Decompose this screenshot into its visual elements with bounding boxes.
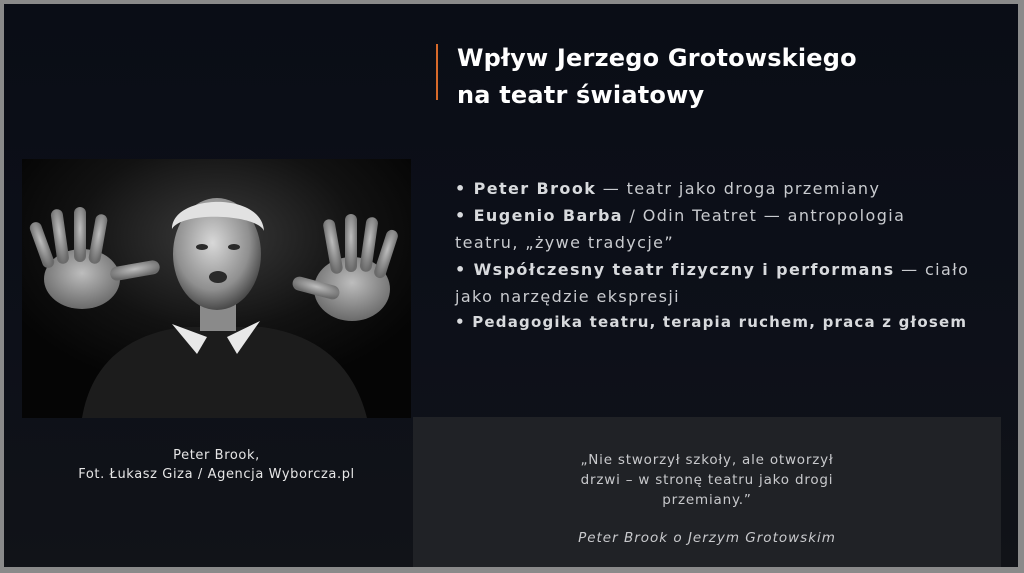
bullet-item-eugenio-barba xyxy=(455,202,975,256)
title-line-1: Wpływ Jerzego Grotowskiego xyxy=(457,44,857,72)
quote-author: Peter Brook o Jerzym Grotowskim xyxy=(578,530,836,546)
peter-brook-photo xyxy=(22,159,411,418)
title-accent-bar xyxy=(436,44,438,100)
bullet-bold: • Eugenio Barba xyxy=(455,206,623,225)
quote-text xyxy=(413,450,1001,510)
bullet-bold: • Peter Brook xyxy=(455,179,597,198)
caption-line-2: Fot. Łukasz Giza / Agencja Wyborcza.pl xyxy=(78,467,355,482)
quote-line-1: „Nie stworzył szkoły, ale otworzył xyxy=(580,452,834,468)
quote-box xyxy=(413,417,1001,567)
bullet-item-peter-brook xyxy=(455,175,975,202)
bullet-item-pedagogy xyxy=(455,310,975,335)
photo-illustration xyxy=(22,159,411,418)
bullet-bold: • Współczesny teatr fizyczny i performans xyxy=(455,260,895,279)
caption-line-1: Peter Brook, xyxy=(173,448,260,463)
slide xyxy=(4,4,1018,567)
bullet-bold: • Pedagogika teatru, terapia ruchem, praca z głosem xyxy=(455,313,968,331)
slide-title xyxy=(457,40,977,114)
quote-line-3: przemiany.” xyxy=(662,492,752,508)
photo-caption xyxy=(22,446,411,484)
bullet-text: — ciało jako narzędzie ekspresji xyxy=(455,260,970,306)
bullet-list xyxy=(455,175,975,335)
bullet-item-physical-theatre xyxy=(455,256,975,310)
bullet-text: / Odin Teatret — antropologia teatru, „żywe tradycje” xyxy=(455,206,906,252)
quote-line-2: drzwi – w stronę teatru jako drogi xyxy=(580,472,834,488)
bullet-text: — teatr jako droga przemiany xyxy=(596,179,881,198)
title-line-2: na teatr światowy xyxy=(457,81,705,109)
